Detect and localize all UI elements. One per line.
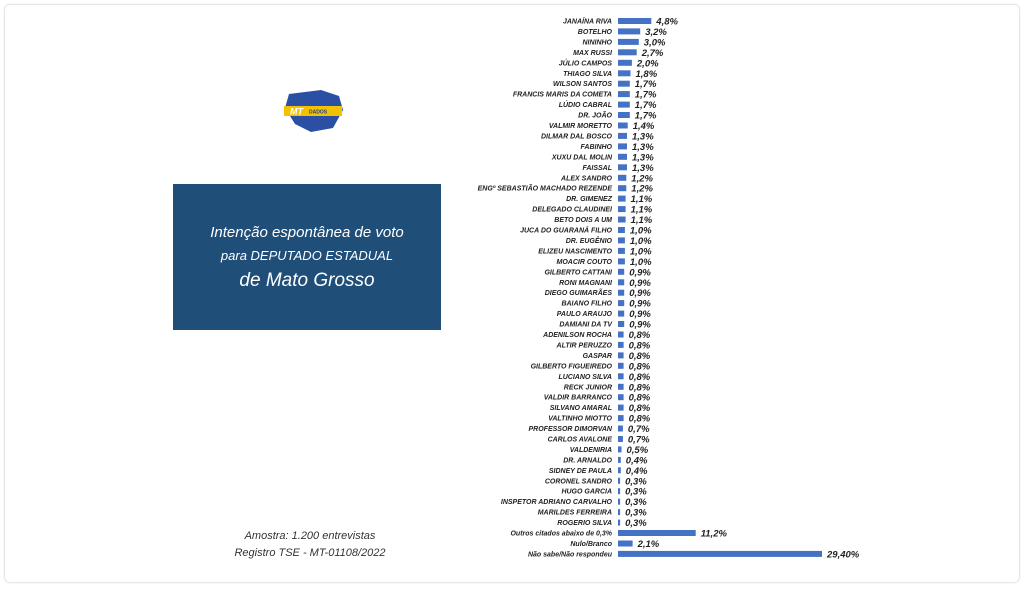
- value-label: 0,8%: [628, 382, 651, 394]
- value-label: 1,4%: [632, 121, 655, 132]
- bar: [618, 185, 626, 191]
- bar: [618, 300, 624, 306]
- value-label: 3,2%: [645, 27, 667, 38]
- value-label: 0,3%: [625, 486, 647, 498]
- bar: [618, 467, 621, 473]
- category-label: ADENILSON ROCHA: [543, 332, 612, 339]
- value-label: 1,2%: [631, 183, 653, 195]
- bar: [618, 352, 624, 358]
- value-label: 0,9%: [629, 277, 651, 289]
- bar: [618, 415, 624, 421]
- value-label: 0,9%: [629, 309, 651, 321]
- value-label: 1,8%: [635, 68, 658, 80]
- sample-note: Amostra: 1.200 entrevistas: [244, 530, 376, 542]
- value-label: 2,7%: [641, 47, 664, 59]
- bar: [618, 520, 620, 526]
- bar: [618, 363, 624, 369]
- value-label: 0,3%: [625, 497, 647, 509]
- category-label: SILVANO AMARAL: [549, 405, 612, 413]
- value-label: 0,9%: [629, 288, 651, 300]
- value-label: 0,8%: [628, 330, 651, 341]
- category-label: DR. EUGÊNIO: [565, 237, 612, 245]
- category-label: Nulo/Branco: [570, 541, 612, 548]
- category-label: LÚDIO CABRAL: [558, 102, 612, 110]
- bar: [618, 279, 624, 285]
- bar: [618, 488, 620, 494]
- value-label: 2,0%: [636, 58, 659, 70]
- bar: [618, 269, 624, 275]
- bar: [618, 405, 624, 411]
- bar: [618, 373, 624, 379]
- bar: [618, 175, 626, 181]
- value-label: 0,8%: [628, 392, 651, 404]
- bar: [618, 18, 651, 24]
- bar: [618, 342, 624, 348]
- category-label: Não sabe/Não respondeu: [527, 551, 612, 559]
- bar: [618, 217, 626, 223]
- logo-text: MT: [290, 106, 303, 117]
- category-label: ALEX SANDRO: [561, 175, 612, 183]
- value-label: 0,3%: [625, 507, 647, 519]
- bar: [618, 394, 624, 400]
- category-label: VALMIR MORETTO: [548, 123, 612, 130]
- bar: [618, 91, 630, 97]
- category-label: VALTINHO MIOTTO: [548, 415, 612, 423]
- value-label: 1,3%: [632, 141, 654, 153]
- category-label: WILSON SANTOS: [553, 81, 612, 89]
- bar: [618, 102, 630, 108]
- category-label: NININHO: [582, 39, 612, 47]
- category-label: JUCA DO GUARANÁ FILHO: [520, 227, 612, 235]
- value-label: 1,3%: [632, 152, 654, 164]
- category-label: PAULO ARAUJO: [556, 311, 612, 319]
- value-label: 0,8%: [628, 350, 651, 362]
- value-label: 0,9%: [629, 319, 651, 331]
- value-label: 0,7%: [627, 434, 650, 446]
- category-label: BAIANO FILHO: [561, 300, 612, 308]
- bar: [618, 258, 625, 264]
- value-label: 0,3%: [625, 476, 647, 488]
- category-label: ENGº SEBASTIÃO MACHADO REZENDE: [477, 185, 612, 193]
- value-label: 0,7%: [627, 424, 650, 435]
- title-line-2: para DEPUTADO ESTADUAL: [220, 247, 394, 263]
- value-label: 1,7%: [634, 100, 657, 112]
- value-label: 1,0%: [629, 235, 652, 247]
- bar: [618, 290, 624, 296]
- bar: [618, 248, 625, 254]
- value-label: 1,7%: [634, 110, 657, 122]
- bar: [618, 551, 822, 557]
- bar: [618, 478, 620, 484]
- category-label: Outros citados abaixo de 0,3%: [510, 530, 612, 538]
- category-label: MAX RUSSI: [573, 49, 612, 57]
- category-label: LUCIANO SILVA: [558, 373, 612, 381]
- category-label: FABINHO: [580, 143, 612, 151]
- category-label: JANAÍNA RIVA: [562, 18, 612, 26]
- value-label: 0,8%: [628, 403, 651, 415]
- category-label: CARLOS AVALONE: [547, 436, 612, 444]
- bar: [618, 60, 632, 66]
- value-label: 1,0%: [629, 225, 652, 237]
- bar: [618, 541, 633, 547]
- value-label: 1,3%: [632, 162, 654, 174]
- category-label: DELEGADO CLAUDINEI: [532, 206, 612, 214]
- value-label: 3,0%: [643, 37, 666, 49]
- bar: [618, 154, 627, 160]
- bar: [618, 311, 624, 317]
- category-label: BETO DOIS A UM: [554, 217, 612, 224]
- bar: [618, 164, 627, 170]
- category-label: DAMIANI DA TV: [559, 321, 612, 329]
- value-label: 0,5%: [626, 444, 649, 456]
- category-label: GASPAR: [582, 352, 612, 360]
- category-label: DIEGO GUIMARÃES: [544, 290, 612, 298]
- category-label: RONI MAGNANI: [559, 279, 612, 287]
- category-label: MOACIR COUTO: [556, 258, 612, 266]
- bar: [618, 39, 639, 45]
- bar: [618, 436, 623, 442]
- bar: [618, 384, 624, 390]
- logo-subtext: DADOS: [309, 109, 328, 116]
- value-label: 0,8%: [628, 371, 651, 383]
- bar: [618, 446, 622, 452]
- category-label: DR. ARNALDO: [563, 457, 612, 465]
- value-label: 1,3%: [632, 131, 654, 143]
- bar: [618, 70, 631, 76]
- value-label: 0,4%: [625, 465, 648, 477]
- category-label: JÚLIO CAMPOS: [558, 60, 612, 68]
- bar: [618, 332, 624, 338]
- bar: [618, 321, 624, 327]
- category-label: MARILDES FERREIRA: [537, 509, 612, 517]
- bar: [618, 81, 630, 87]
- category-label: SIDNEY DE PAULA: [548, 467, 612, 475]
- category-label: INSPETOR ADRIANO CARVALHO: [500, 499, 612, 507]
- category-label: FRANCIS MARIS DA COMETA: [512, 91, 612, 99]
- title-line-1: Intenção espontânea de voto: [210, 223, 404, 241]
- value-label: 29,40%: [827, 549, 860, 561]
- title-line-3: de Mato Grosso: [239, 269, 375, 291]
- bar: [618, 143, 627, 149]
- value-label: 1,7%: [634, 79, 657, 91]
- bar: [618, 206, 626, 212]
- bar: [618, 457, 621, 463]
- category-label: DILMAR DAL BOSCO: [540, 133, 612, 141]
- category-label: VALDENIRIA: [569, 446, 612, 454]
- bar: [618, 28, 640, 34]
- value-label: 1,0%: [629, 246, 652, 258]
- value-label: 0,4%: [625, 455, 648, 467]
- category-label: GILBERTO FIGUEIREDO: [530, 363, 612, 371]
- value-label: 0,8%: [628, 361, 651, 373]
- value-label: 1,7%: [634, 89, 657, 101]
- value-label: 0,8%: [628, 413, 651, 425]
- value-label: 2,1%: [637, 539, 660, 550]
- value-label: 1,2%: [631, 173, 653, 185]
- category-label: VALDIR BARRANCO: [543, 394, 612, 402]
- category-label: FAISSAL: [582, 164, 612, 172]
- category-label: RECK JUNIOR: [563, 384, 612, 392]
- bar: [618, 509, 620, 515]
- value-label: 0,3%: [625, 518, 647, 530]
- category-label: HUGO GARCIA: [561, 488, 612, 496]
- bar: [618, 237, 625, 243]
- bar: [618, 112, 630, 118]
- value-label: 1,1%: [630, 194, 653, 206]
- value-label: 0,8%: [628, 340, 651, 352]
- bar: [618, 133, 627, 139]
- category-label: ALTIR PERUZZO: [556, 342, 612, 350]
- category-label: CORONEL SANDRO: [544, 478, 612, 486]
- bar: [618, 227, 625, 233]
- value-label: 0,9%: [629, 298, 651, 310]
- value-label: 1,1%: [630, 204, 653, 216]
- registry-note: Registro TSE - MT-01108/2022: [234, 547, 386, 559]
- category-label: DR. JOÃO: [578, 112, 612, 120]
- category-label: XUXU DAL MOLIN: [551, 154, 612, 162]
- category-label: BOTELHO: [577, 29, 612, 36]
- category-label: ROGERIO SILVA: [557, 520, 612, 528]
- bar: [618, 530, 696, 536]
- category-label: DR. GIMENEZ: [566, 196, 612, 204]
- category-label: ELIZEU NASCIMENTO: [538, 248, 612, 256]
- bar: [618, 426, 623, 432]
- value-label: 4,8%: [656, 16, 678, 28]
- bar: [618, 196, 626, 202]
- value-label: 11,2%: [700, 528, 727, 540]
- category-label: PROFESSOR DIMORVAN: [528, 426, 612, 433]
- category-label: THIAGO SILVA: [563, 70, 612, 78]
- value-label: 1,1%: [630, 215, 653, 226]
- value-label: 1,0%: [629, 256, 652, 268]
- bar: [618, 499, 620, 505]
- category-label: GILBERTO CATTANI: [544, 269, 612, 277]
- bar: [618, 49, 637, 55]
- bar: [618, 123, 628, 129]
- value-label: 0,9%: [629, 267, 651, 279]
